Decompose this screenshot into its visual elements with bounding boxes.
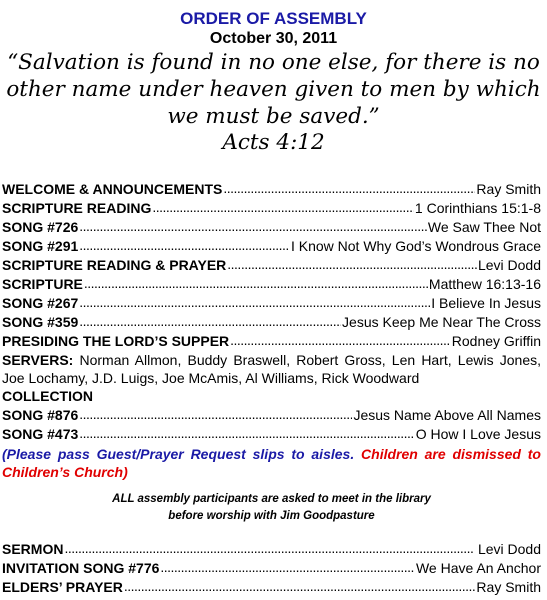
program-item-value: Ray Smith (476, 181, 541, 197)
order-of-service (2, 180, 541, 597)
dot-leader (79, 406, 352, 424)
program-item-song-267 (2, 294, 541, 313)
program-item-value: I Know Not Why God’s Wondrous Grace (290, 238, 541, 254)
dot-leader (124, 578, 476, 596)
program-item-label: SCRIPTURE READING (2, 200, 152, 216)
program-item-elders-prayer (2, 578, 541, 597)
program-item-scripture (2, 275, 541, 294)
program-item-value: Levi Dodd (477, 257, 541, 273)
dot-leader (79, 218, 427, 236)
program-item-label: SONG #291 (2, 238, 79, 254)
servers-names: Norman Allmon, Buddy Braswell, Robert Gross, Len Hart, Lewis Jones, Joe Lochamy, J.D. Luigs, Joe McAmis, Al Williams, Rick Woodward (2, 352, 541, 386)
program-item-value: O How I Love Jesus (415, 426, 541, 442)
program-item-value: We Have An Anchor (415, 560, 541, 576)
program-item-label: ELDERS’ PRAYER (2, 579, 123, 595)
childrens-church-note: Children are dismissed to Children’s Church) (2, 446, 541, 480)
program-item-label: SERMON (2, 541, 64, 557)
dot-leader (79, 237, 290, 255)
program-item-value: I Believe In Jesus (431, 295, 541, 311)
program-item-collection (2, 387, 541, 406)
dot-leader (160, 559, 415, 577)
program-item-label: SONG #267 (2, 295, 79, 311)
page-title: ORDER OF ASSEMBLY (180, 9, 367, 28)
program-item-lords-supper (2, 332, 541, 351)
program-item-value: Levi Dodd (477, 541, 541, 557)
program-item-label: SCRIPTURE (2, 276, 83, 292)
dot-leader (79, 425, 414, 443)
dot-leader (152, 199, 414, 217)
scripture-reference: Acts 4:12 (222, 130, 325, 155)
participants-notice (2, 491, 541, 525)
program-item-value: Jesus Keep Me Near The Cross (342, 314, 541, 330)
notice-line: before worship with Jim Goodpasture (168, 510, 375, 522)
dot-leader (227, 256, 477, 274)
program-item-value: Jesus Name Above All Names (353, 407, 541, 423)
servers-label: SERVERS: (2, 352, 74, 368)
servers-list (2, 351, 541, 387)
dot-leader (79, 294, 430, 312)
program-item-value: We Saw Thee Not (427, 219, 541, 235)
program-item-value: 1 Corinthians 15:1-8 (414, 200, 541, 216)
program-item-label: SONG #359 (2, 314, 79, 330)
program-item-scripture-reading (2, 199, 541, 218)
program-item-value: Matthew 16:13-16 (428, 276, 541, 292)
notice-line: ALL assembly participants are asked to meet in the library (112, 493, 431, 505)
program-item-label: WELCOME & ANNOUNCEMENTS (2, 181, 223, 197)
program-item-value: Ray Smith (476, 579, 541, 595)
program-item-label: INVITATION SONG #776 (2, 560, 160, 576)
program-item-label: SONG #726 (2, 219, 79, 235)
program-item-song-473 (2, 425, 541, 444)
program-item-label: PRESIDING THE LORD’S SUPPER (2, 333, 230, 349)
collection-note (2, 445, 541, 481)
program-item-song-291 (2, 237, 541, 256)
program-item-sermon (2, 540, 541, 559)
program-item-label: COLLECTION (2, 388, 93, 404)
program-item-scripture-prayer (2, 256, 541, 275)
program-item-song-876 (2, 406, 541, 425)
bulletin-header (0, 0, 547, 156)
dot-leader (230, 332, 451, 350)
program-item-welcome (2, 180, 541, 199)
program-item-value: Rodney Griffin (451, 333, 541, 349)
guest-request-note: (Please pass Guest/Prayer Request slips to aisles. (2, 446, 355, 462)
program-item-invitation-song (2, 559, 541, 578)
program-item-label: SCRIPTURE READING & PRAYER (2, 257, 227, 273)
program-item-label: SONG #473 (2, 426, 79, 442)
dot-leader (64, 540, 477, 558)
program-item-song-359 (2, 313, 541, 332)
dot-leader (84, 275, 428, 293)
service-date: October 30, 2011 (209, 30, 338, 47)
scripture-quote: “Salvation is found in no one else, for there is no other name under heaven given to men by which we must be saved.” (6, 50, 541, 129)
dot-leader (79, 313, 341, 331)
program-item-label: SONG #876 (2, 407, 79, 423)
program-item-song-726 (2, 218, 541, 237)
dot-leader (223, 180, 475, 198)
